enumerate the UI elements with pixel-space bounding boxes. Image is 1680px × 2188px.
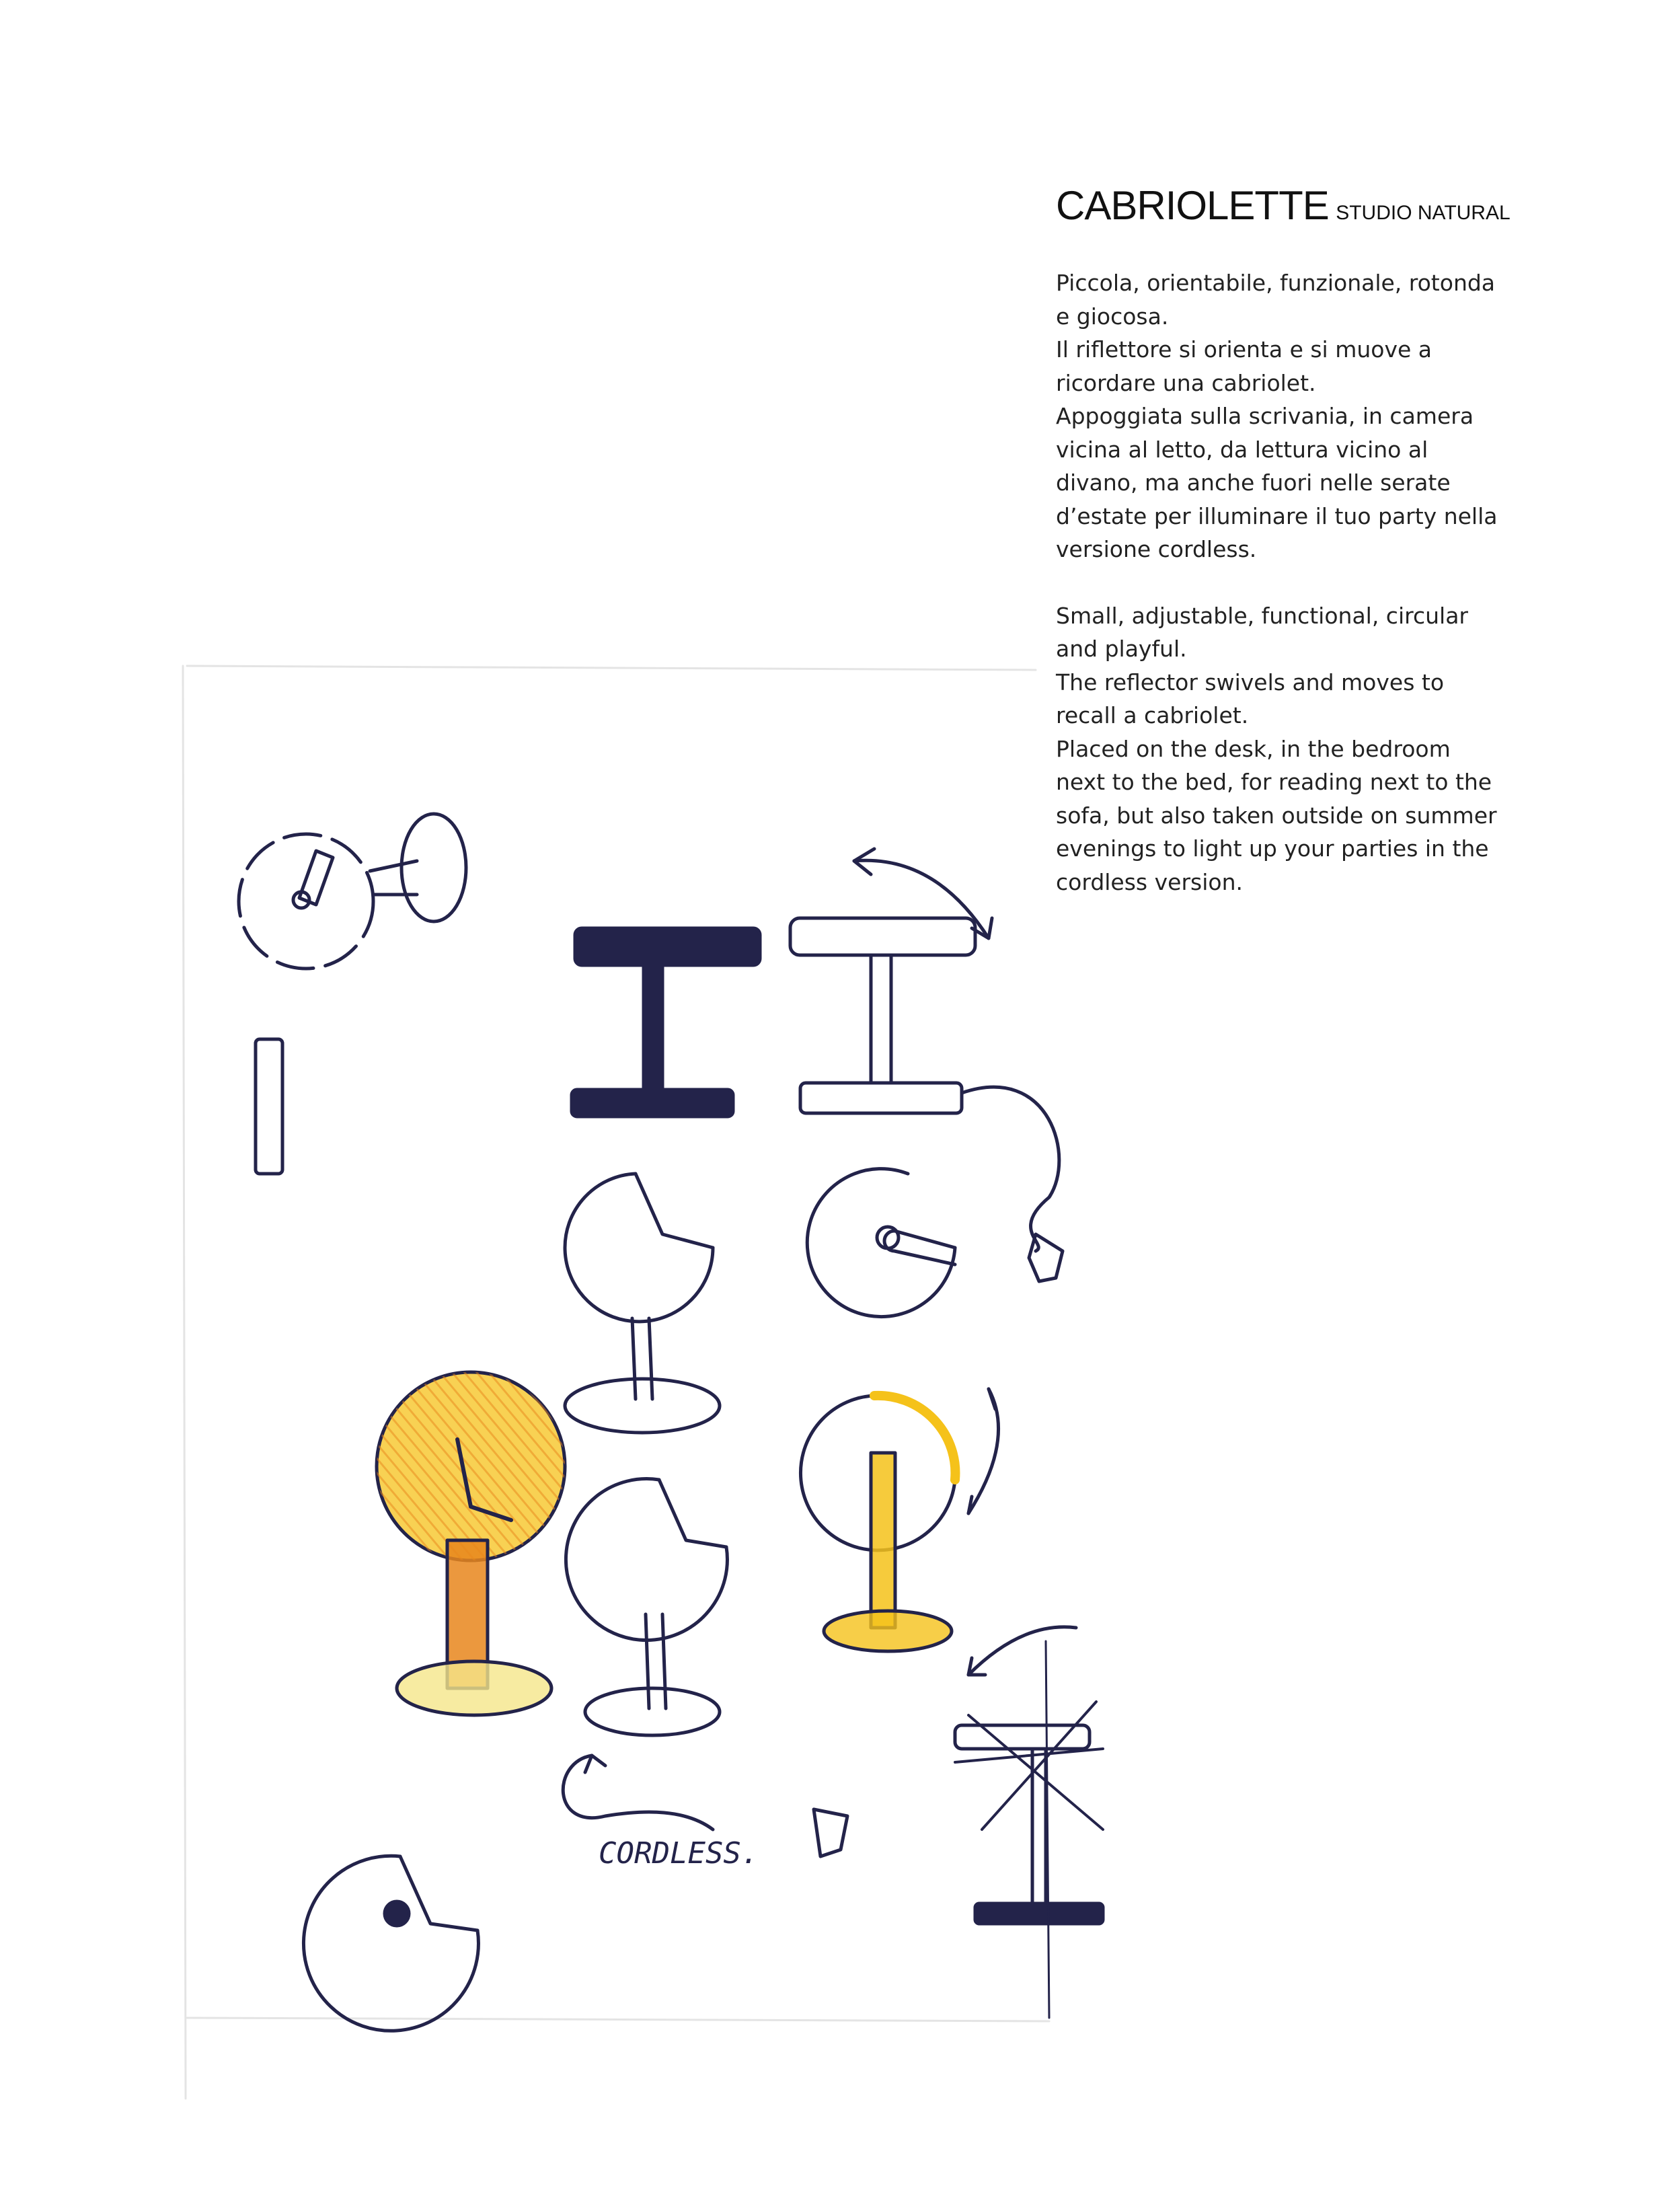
sketch-lamp-yellow-right [800,1389,998,1651]
handwritten-cordless-label: CORDLESS. [599,1836,759,1871]
sketch-disc-bottom [303,1856,478,2031]
description-line: Il riflettore si orienta e si muove a [1056,336,1433,363]
description-line: next to the bed, for reading next to the [1056,769,1492,795]
sketch-side-bar [256,1039,282,1174]
sketch-lamp-yellow-left [377,1372,565,1715]
description-line: cordless version. [1056,868,1243,895]
sketch-lamp-front-dark [572,928,760,1117]
description-line: and playful. [1056,636,1187,662]
sketch-lamp-front-outline [790,849,1063,1281]
description-line: divano, ma anche fuori nelle serate [1056,469,1451,496]
sketch-lamp-pacman-center [566,1479,727,1735]
sketch-lamp-crossed [955,1627,1103,2018]
description-line: evenings to light up your parties in the [1056,835,1489,862]
sketch-lamp-pacman-stand [565,1174,720,1433]
product-title: CABRIOLETTE [1056,183,1329,228]
description-line: Piccola, orientabile, funzionale, rotonda [1056,270,1496,296]
description-line: vicina al letto, da lettura vicino al [1056,436,1428,463]
sketch-cordless-note [563,1756,847,1871]
sketch-disc-top-view [239,814,466,969]
description-line: versione cordless. [1056,536,1257,562]
description-line: d’estate per illuminare il tuo party nella [1056,502,1498,529]
description-line: recall a cabriolet. [1056,702,1249,728]
description-line: The reflector swivels and moves to [1056,669,1445,695]
designer-name: STUDIO NATURAL [1336,202,1511,224]
description-line: sofa, but also taken outside on summer [1056,802,1497,829]
description-line: e giocosa. [1056,303,1169,330]
description-line: ricordare una cabriolet. [1056,369,1316,396]
description-line: Appoggiata sulla scrivania, in camera [1056,403,1474,429]
description-line: Placed on the desk, in the bedroom [1056,735,1451,762]
sketch-disc-pacman [807,1169,955,1317]
description-line: Small, adjustable, functional, circular [1056,602,1468,629]
paper-edge-lines [183,666,1049,2099]
